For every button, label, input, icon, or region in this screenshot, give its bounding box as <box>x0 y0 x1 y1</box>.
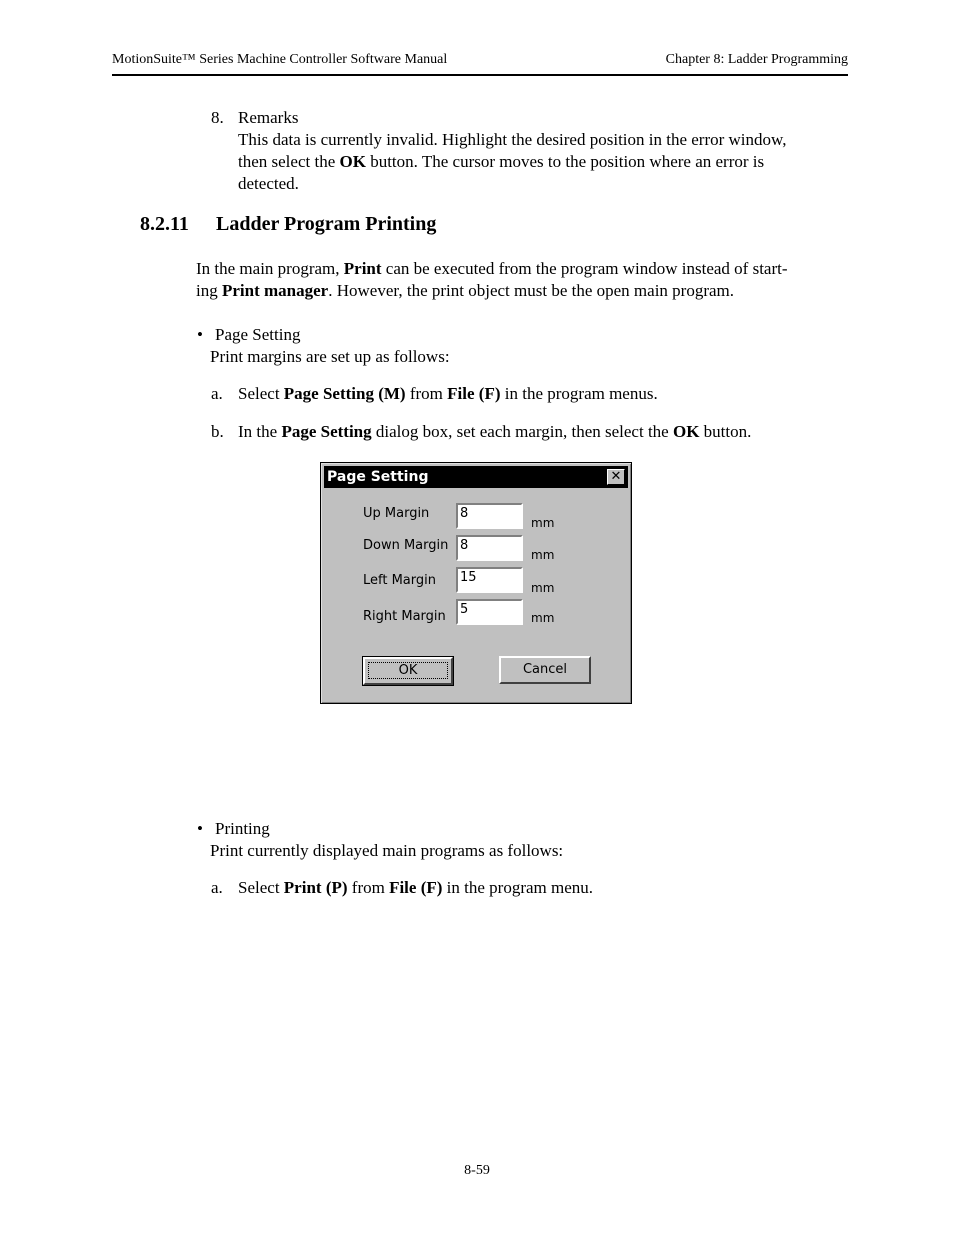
right-margin-unit: mm <box>531 611 555 625</box>
remarks-title: Remarks <box>238 108 299 127</box>
bullet: • <box>197 325 203 344</box>
up-margin-unit: mm <box>531 516 555 530</box>
ok-button[interactable]: OK <box>363 657 453 685</box>
page-setting-dialog <box>320 462 632 704</box>
section-number: 8.2.11 <box>140 213 189 235</box>
left-margin-label: Left Margin <box>363 573 436 588</box>
running-header-chapter: Chapter 8: Ladder Programming <box>665 52 848 67</box>
left-margin-input[interactable]: 15 <box>456 567 523 593</box>
page-setting-title: Page Setting <box>215 325 301 344</box>
dialog-title: Page Setting <box>327 469 429 485</box>
page-number: 8-59 <box>464 1163 490 1178</box>
remarks-line-2: then select the OK button. The cursor moves to the position where an error is <box>238 152 765 171</box>
up-margin-label: Up Margin <box>363 506 430 521</box>
remarks-number: 8. <box>211 108 224 127</box>
left-margin-unit: mm <box>531 581 555 595</box>
remarks-line-3: detected. <box>238 174 299 193</box>
down-margin-input[interactable]: 8 <box>456 535 523 561</box>
printing-title: Printing <box>215 819 270 838</box>
down-margin-unit: mm <box>531 548 555 562</box>
cancel-button[interactable]: Cancel <box>499 656 591 684</box>
step-b-marker: b. <box>211 422 224 441</box>
right-margin-label: Right Margin <box>363 609 446 624</box>
up-margin-input[interactable]: 8 <box>456 503 523 529</box>
down-margin-label: Down Margin <box>363 538 449 553</box>
page-setting-desc: Print margins are set up as follows: <box>210 347 450 366</box>
close-icon[interactable]: ✕ <box>607 469 625 485</box>
printing-step-a: Select Print (P) from File (F) in the program menu. <box>238 878 594 897</box>
dialog-titlebar <box>324 466 628 488</box>
intro-line-1: In the main program, Print can be executed from the program window instead of start- <box>196 259 788 278</box>
running-header-title: MotionSuite™ Series Machine Controller Software Manual <box>112 52 448 67</box>
printing-desc: Print currently displayed main programs as follows: <box>210 841 564 860</box>
intro-line-2: ing Print manager. However, the print object must be the open main program. <box>196 281 735 300</box>
page-setting-step-a: Select Page Setting (M) from File (F) in the program menus. <box>238 384 658 403</box>
section-title: Ladder Program Printing <box>216 213 437 235</box>
header-rule <box>112 74 848 76</box>
right-margin-input[interactable]: 5 <box>456 599 523 625</box>
printing-step-a-marker: a. <box>211 878 223 897</box>
remarks-line-1: This data is currently invalid. Highlight the desired position in the error window, <box>238 130 787 149</box>
step-a-marker: a. <box>211 384 223 403</box>
page-setting-step-b: In the Page Setting dialog box, set each margin, then select the OK button. <box>238 422 752 441</box>
bullet: • <box>197 819 203 838</box>
